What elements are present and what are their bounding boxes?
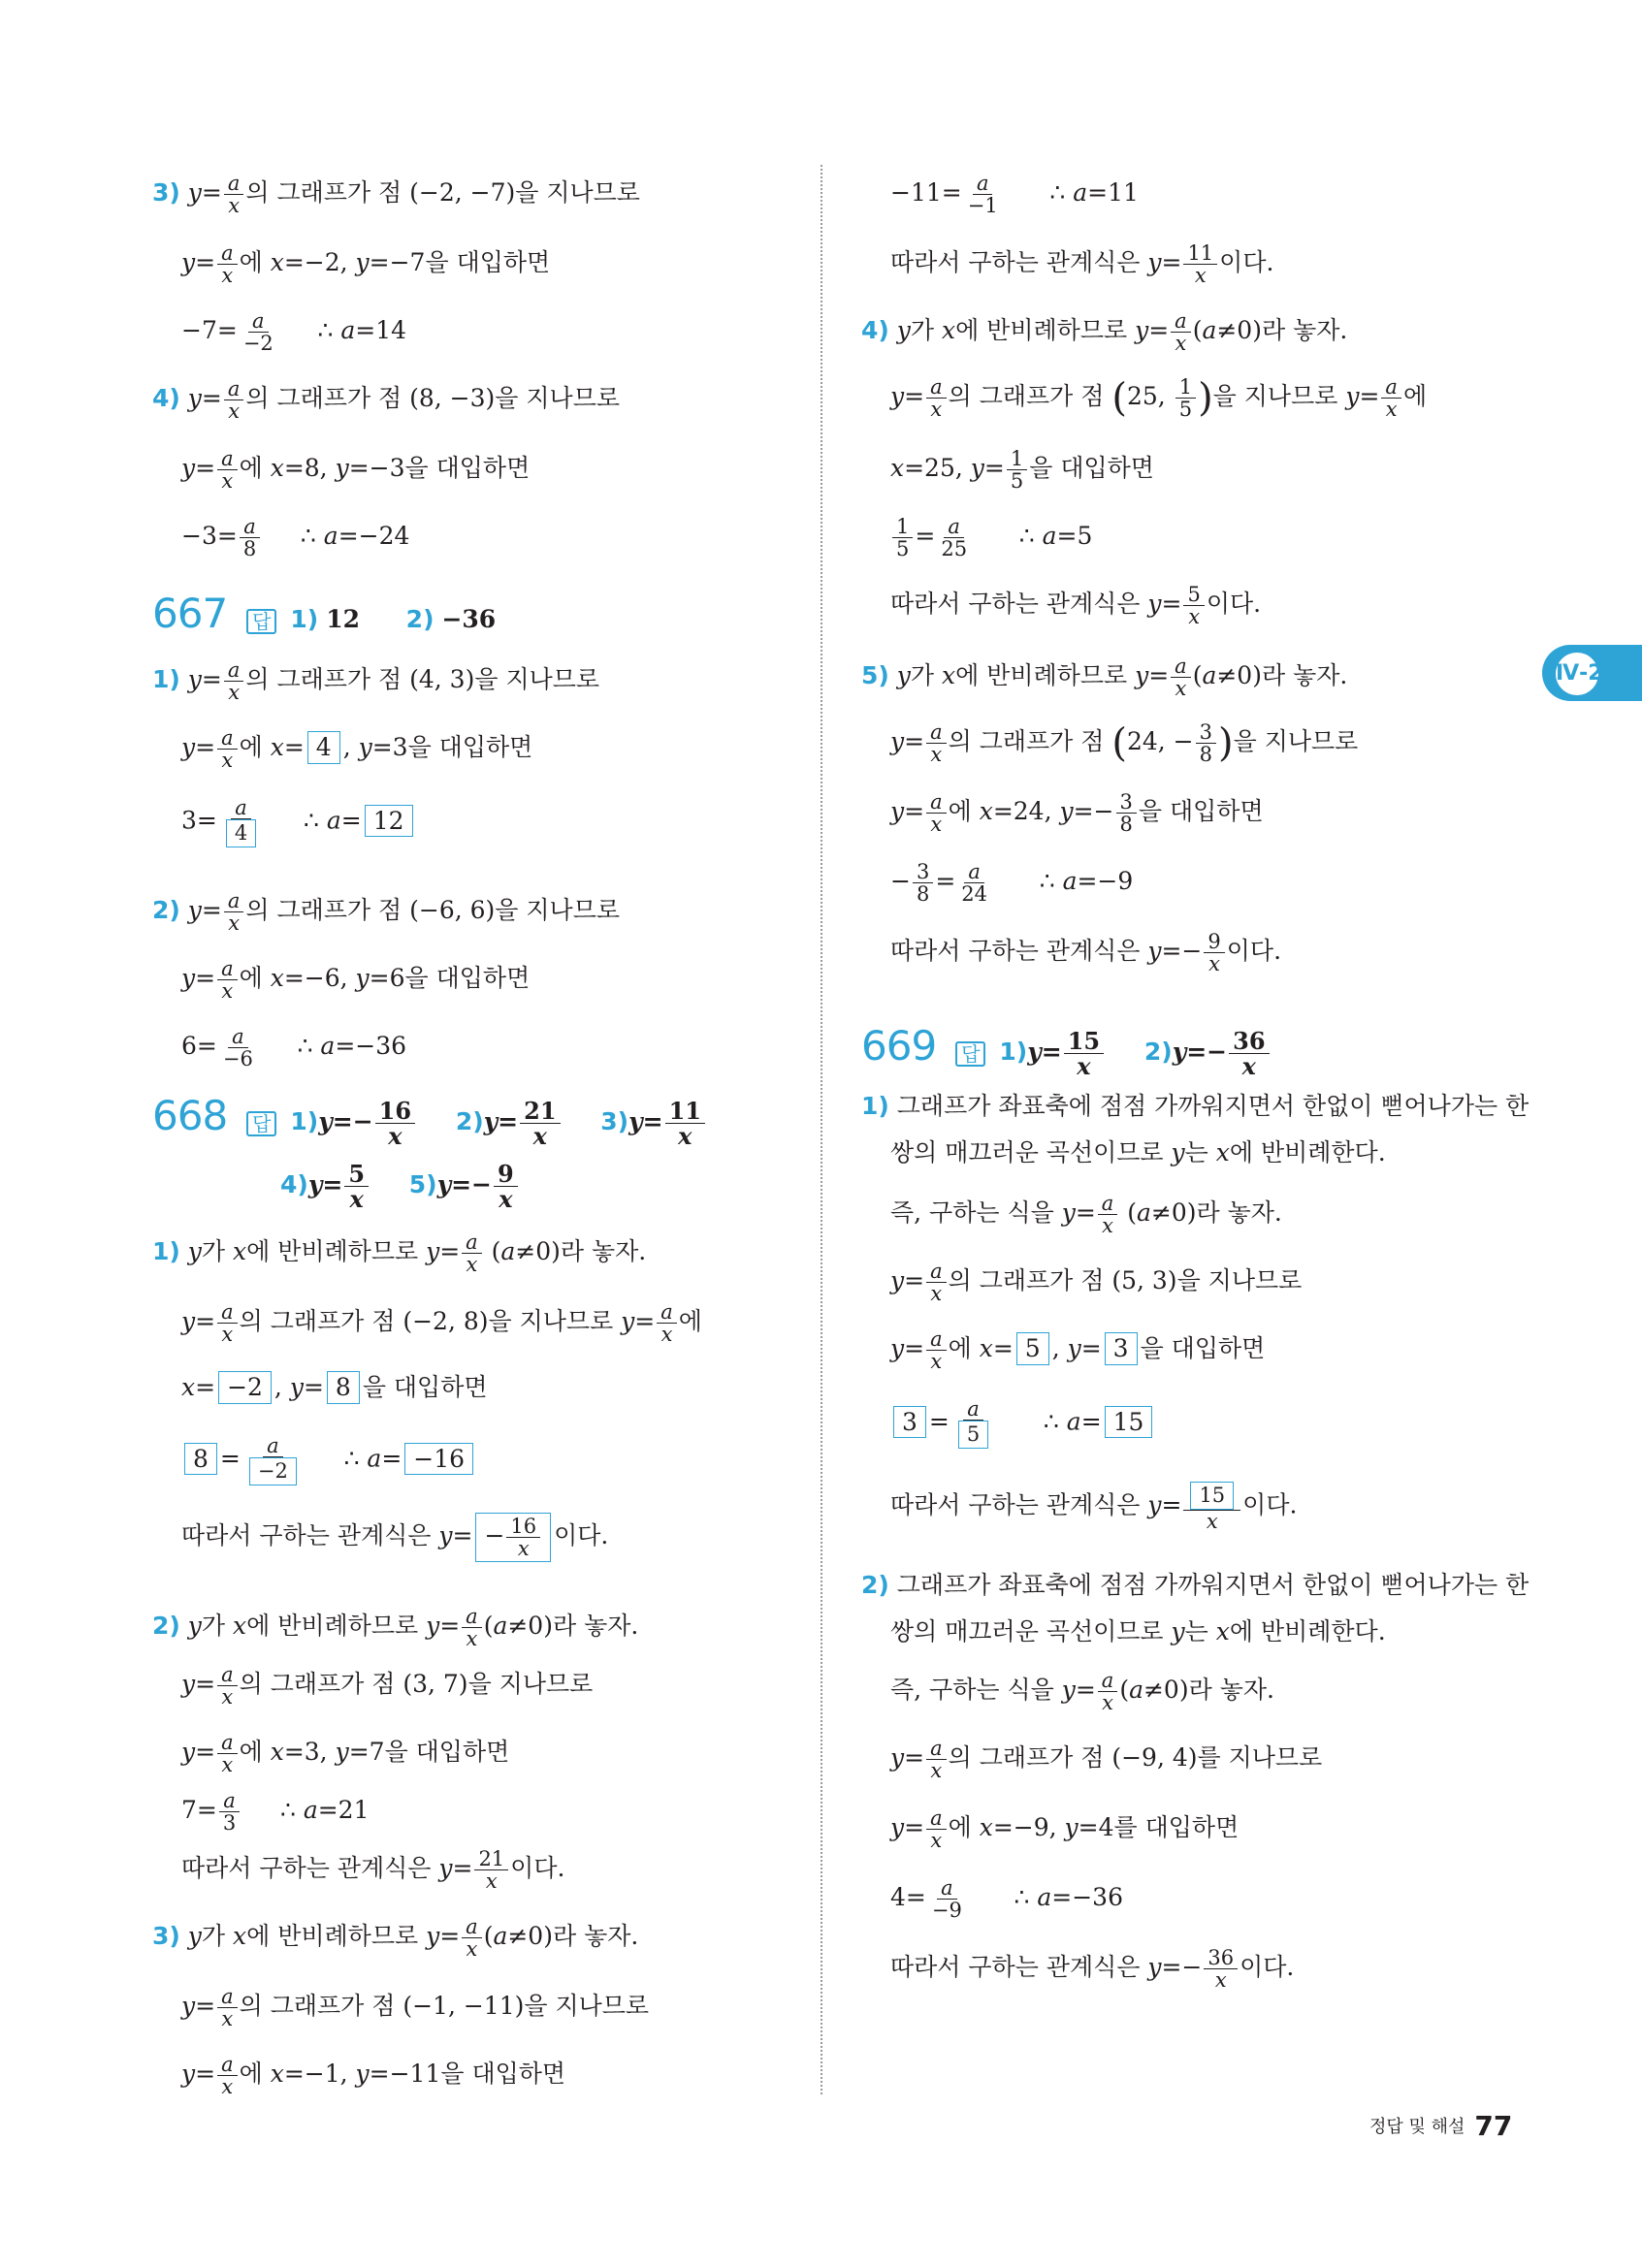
line: y= $\frac{a}{x}$ 에 x=−9, y=4를 대입하면 [890, 1806, 1240, 1853]
line: 1) y= $\frac{a}{x}$ 의 그래프가 점 (4, 3)을 지나므로 [152, 658, 600, 705]
answer-badge: 답 [246, 609, 276, 634]
text: 을 지나므로 [474, 665, 600, 694]
text: 을 대입하면 [1138, 797, 1264, 826]
text: 가 [910, 316, 935, 345]
line: y= $\frac{a}{x}$ 의 그래프가 점 (5, 3)을 지나므로 [890, 1260, 1303, 1306]
text: 라 놓자. [560, 1237, 647, 1266]
text: 을 대입하면 [362, 1373, 488, 1401]
text: 라 놓자. [1261, 661, 1348, 690]
line: x= −2 , y= 8 을 대입하면 [181, 1371, 488, 1404]
text: 라 놓자. [1188, 1676, 1274, 1705]
text: 이다. [1206, 590, 1262, 619]
chapter-tab-label: Ⅳ-2 [1556, 653, 1598, 695]
text: 에 [948, 1334, 972, 1363]
item-number: 2) [152, 896, 180, 925]
text: 따라서 구하는 관계식은 [181, 1521, 432, 1550]
text: 을 지나므로 [1212, 382, 1338, 411]
problem-header-668: 668 답 1)y=− $\frac{16}{x}$ 2)y= $\frac{21}{x}$ 3)y= $\frac{11}{x}$ [152, 1096, 707, 1148]
text: 에 [239, 733, 263, 762]
text: 이다. [510, 1854, 565, 1883]
line: y= $\frac{a}{x}$ 의 그래프가 점 (24, − $\frac{3}{8}$ )을 지나므로 [890, 720, 1359, 767]
text: 라 놓자. [1261, 316, 1348, 345]
answer-label: 2) [1143, 1038, 1173, 1066]
line: 즉, 구하는 식을 y= $\frac{a}{x}$ (a≠0)라 놓자. [890, 1669, 1274, 1715]
line: x=25, y= $\frac{1}{5}$ 을 대입하면 [890, 447, 1154, 494]
item-number: 3) [152, 1922, 180, 1951]
text: 을 지나므로 [488, 1307, 614, 1336]
page-footer [1369, 2110, 1512, 2142]
line: 4= $\frac{a}{-9}$ ∴ a=−36 [890, 1876, 1123, 1923]
line [861, 1573, 1529, 1597]
line: y= $\frac{a}{x}$ 의 그래프가 점 (25, $\frac{1}{5}$ )을 지나므로 y= $\frac{a}{x}$ 에 [890, 375, 1428, 422]
text: 이다. [1242, 1490, 1298, 1519]
item-number: 1) [152, 1237, 180, 1266]
item-number: 4) [152, 384, 180, 413]
line: y= $\frac{a}{x}$ 에 x=3, y=7을 대입하면 [181, 1731, 510, 1777]
line: y= $\frac{a}{x}$ 의 그래프가 점 (−1, −11)을 지나므로 [181, 1985, 650, 2031]
text: 을 지나므로 [1233, 727, 1359, 756]
text: 라 놓자. [552, 1922, 639, 1951]
answer-label: 2) [455, 1107, 484, 1135]
text: 쌍의 매끄러운 곡선이므로 [890, 1617, 1164, 1645]
text: 에 반비례한다. [1229, 1617, 1386, 1645]
line: y= $\frac{a}{x}$ 에 x=−1, y=−11을 대입하면 [181, 2053, 566, 2099]
line: −11= $\frac{a}{-1}$ ∴ a=11 [890, 172, 1139, 218]
line: 따라서 구하는 관계식은 y=− $\frac{9}{x}$ 이다. [890, 930, 1282, 976]
text: 을 지나므로 [495, 384, 620, 413]
line: 따라서 구하는 관계식은 y=− $\frac{36}{x}$ 이다. [890, 1946, 1295, 1993]
text: 가 [201, 1922, 226, 1951]
text: 즉, 구하는 식을 [890, 1198, 1054, 1228]
line: y= $\frac{a}{x}$ 에 x=−6, y=6을 대입하면 [181, 957, 531, 1004]
item-number: 1) [152, 665, 180, 694]
item-number: 4) [861, 316, 889, 345]
text: 의 그래프가 점 [948, 727, 1105, 756]
text: 가 [201, 1612, 226, 1641]
text: 에 [678, 1307, 702, 1336]
line: 즉, 구하는 식을 y= $\frac{a}{x}$ (a≠0)라 놓자. [890, 1192, 1282, 1238]
line: y= $\frac{a}{x}$ 의 그래프가 점 (−2, 8)을 지나므로 y= $\frac{a}{x}$ 에 [181, 1300, 702, 1347]
page-number: 77 [1474, 2110, 1513, 2142]
text: 의 그래프가 점 [245, 665, 402, 694]
problem-number: 669 [861, 1022, 937, 1070]
text: 따라서 구하는 관계식은 [890, 1953, 1141, 1982]
answer-label: 1) [290, 1107, 319, 1135]
text: 를 대입하면 [1113, 1813, 1240, 1842]
footer-label: 정답 및 해설 [1369, 2117, 1465, 2137]
text: 라 놓자. [1196, 1198, 1282, 1228]
text: 에 반비례하므로 [246, 1237, 419, 1266]
text: 따라서 구하는 관계식은 [181, 1854, 432, 1883]
answer-badge: 답 [246, 1111, 276, 1136]
line: 4) y= $\frac{a}{x}$ 의 그래프가 점 (8, −3)을 지나므로 [152, 377, 620, 424]
line: 3 = $\frac{a}{5}$ ∴ a= 15 [890, 1398, 1155, 1449]
line: 6= $\frac{a}{-6}$ ∴ a=−36 [181, 1025, 407, 1071]
text: 따라서 구하는 관계식은 [890, 590, 1141, 619]
text: 의 그래프가 점 [245, 384, 402, 413]
text: 에 반비례한다. [1229, 1138, 1386, 1166]
text: 에 반비례하므로 [955, 316, 1128, 345]
answer-badge: 답 [955, 1041, 985, 1067]
chapter-tab [1542, 645, 1642, 701]
text: 는 [1184, 1138, 1208, 1166]
text: 의 그래프가 점 [239, 1307, 396, 1336]
text: 따라서 구하는 관계식은 [890, 1490, 1141, 1519]
text: 의 그래프가 점 [239, 1992, 396, 2021]
line: 4)y= $\frac{5}{x}$ 5)y=− $\frac{9}{x}$ [280, 1162, 520, 1211]
text: 이다. [1226, 937, 1282, 966]
text: 쌍의 매끄러운 곡선이므로 [890, 1138, 1164, 1166]
answer-label: 4) [280, 1170, 308, 1199]
text: 가 [201, 1237, 226, 1266]
line: 3) y가 x에 반비례하므로 y= $\frac{a}{x}$ (a≠0)라 놓자. [152, 1915, 639, 1962]
text: 에 반비례하므로 [246, 1922, 419, 1951]
problem-header-669: 669 답 1)y= $\frac{15}{x}$ 2)y=− $\frac{36}{x}$ [861, 1026, 1272, 1078]
text: 의 그래프가 점 [245, 896, 402, 925]
text: 에 반비례하므로 [246, 1612, 419, 1641]
text: 에 [239, 454, 263, 483]
line: 따라서 구하는 관계식은 y= $\frac{15}{x}$ 이다. [890, 1484, 1298, 1534]
therefore-symbol: ∴ [1014, 1883, 1030, 1912]
text: 의 그래프가 점 [948, 382, 1105, 411]
problem-number: 667 [152, 590, 228, 637]
therefore-symbol: ∴ [317, 316, 334, 345]
answer-label: 5) [408, 1170, 437, 1199]
line: −7= $\frac{a}{-2}$ ∴ a=14 [181, 309, 407, 356]
line: y= $\frac{a}{x}$ 의 그래프가 점 (−9, 4)를 지나므로 [890, 1737, 1323, 1783]
therefore-symbol: ∴ [297, 1032, 313, 1061]
text: 는 [1184, 1617, 1208, 1645]
item-number: 5) [861, 661, 889, 690]
text: 을 대입하면 [440, 2060, 566, 2089]
text: 즉, 구하는 식을 [890, 1676, 1054, 1705]
therefore-symbol: ∴ [1039, 867, 1055, 896]
therefore-symbol: ∴ [300, 522, 316, 551]
text: 을 지나므로 [495, 896, 620, 925]
text: 에 반비례하므로 [955, 661, 1128, 690]
text: 을 대입하면 [384, 1738, 510, 1767]
line: y= $\frac{a}{x}$ 에 x=8, y=−3을 대입하면 [181, 447, 531, 494]
text: 의 그래프가 점 [239, 1670, 396, 1699]
line [861, 1094, 1529, 1118]
line: 3= $\frac{a}{4}$ ∴ a= 12 [181, 797, 416, 847]
text: 이다. [1219, 248, 1274, 277]
line: 1) y가 x에 반비례하므로 y= $\frac{a}{x}$ (a≠0)라 놓자. [152, 1230, 647, 1277]
text: 에 [948, 1813, 972, 1842]
text: 의 그래프가 점 [948, 1266, 1105, 1295]
answer-label: 2) [405, 605, 435, 633]
answer-value: −36 [441, 605, 497, 633]
text: 그래프가 좌표축에 점점 가까워지면서 한없이 뻗어나가는 한 [896, 1092, 1529, 1120]
text: 을 대입하면 [404, 964, 531, 993]
text: 에 [239, 1738, 263, 1767]
line: 따라서 구하는 관계식은 y= − $\frac{16}{x}$ 이다. [181, 1513, 608, 1562]
line: y= $\frac{a}{x}$ 의 그래프가 점 (3, 7)을 지나므로 [181, 1663, 594, 1709]
answer-label: 1) [999, 1038, 1028, 1066]
column-divider [821, 165, 822, 2094]
text: 을 지나므로 [1176, 1266, 1303, 1295]
text: 이다. [554, 1521, 609, 1550]
text: 가 [910, 661, 935, 690]
therefore-symbol: ∴ [1043, 1407, 1059, 1436]
text: 따라서 구하는 관계식은 [890, 937, 1141, 966]
answer-label: 1) [290, 605, 319, 633]
text: 의 그래프가 점 [948, 1743, 1105, 1773]
problem-header-667 [152, 590, 497, 637]
therefore-symbol: ∴ [279, 1796, 296, 1825]
item-number: 2) [861, 1571, 889, 1599]
text: 라 놓자. [552, 1612, 639, 1641]
therefore-symbol: ∴ [303, 806, 319, 835]
item-number: 3) [152, 178, 180, 208]
text: 을 대입하면 [425, 248, 551, 277]
line: 4) y가 x에 반비례하므로 y= $\frac{a}{x}$ (a≠0)라 놓자. [861, 309, 1348, 356]
line: $\frac{1}{5}$ = $\frac{a}{25}$ ∴ a=5 [890, 516, 1092, 559]
text: 의 그래프가 점 [245, 178, 402, 208]
text: 을 지나므로 [524, 1992, 650, 2021]
line: 7= $\frac{a}{3}$ ∴ a=21 [181, 1789, 370, 1836]
line: 쌍의 매끄러운 곡선이므로 y는 x에 반비례한다. [890, 1617, 1386, 1645]
item-number: 2) [152, 1612, 180, 1641]
line: y= $\frac{a}{x}$ 에 x= 4 , y=3을 대입하면 [181, 726, 533, 773]
text: 을 대입하면 [404, 454, 531, 483]
line: 쌍의 매끄러운 곡선이므로 y는 x에 반비례한다. [890, 1138, 1386, 1166]
text: 따라서 구하는 관계식은 [890, 248, 1141, 277]
text: 을 대입하면 [1029, 454, 1154, 483]
text: 를 지나므로 [1197, 1743, 1323, 1773]
text: 에 [239, 964, 263, 993]
item-number: 1) [861, 1092, 889, 1120]
text: 을 지나므로 [467, 1670, 594, 1699]
line: 따라서 구하는 관계식은 y= $\frac{5}{x}$ 이다. [890, 583, 1262, 629]
line: y= $\frac{a}{x}$ 에 x= 5 , y= 3 을 대입하면 [890, 1327, 1266, 1374]
text: 을 지나므로 [515, 178, 640, 208]
line: 2) y가 x에 반비례하므로 y= $\frac{a}{x}$ (a≠0)라 놓자. [152, 1605, 639, 1651]
answer-label: 3) [600, 1107, 629, 1135]
text: 에 [948, 797, 972, 826]
therefore-symbol: ∴ [1018, 522, 1035, 551]
text: 을 대입하면 [1140, 1334, 1266, 1363]
therefore-symbol: ∴ [1049, 178, 1066, 208]
line: − $\frac{3}{8}$ = $\frac{a}{24}$ ∴ a=−9 [890, 860, 1134, 907]
line: −3= $\frac{a}{8}$ ∴ a=−24 [181, 515, 410, 561]
line: 따라서 구하는 관계식은 y= $\frac{11}{x}$ 이다. [890, 241, 1274, 288]
line: 5) y가 x에 반비례하므로 y= $\frac{a}{x}$ (a≠0)라 놓자. [861, 655, 1348, 701]
line: y= $\frac{a}{x}$ 에 x=−2, y=−7을 대입하면 [181, 241, 551, 288]
text: 을 대입하면 [407, 733, 533, 762]
line: 3) y= $\frac{a}{x}$ 의 그래프가 점 (−2, −7)을 지나므로 [152, 172, 640, 218]
answer-value: 12 [326, 605, 360, 633]
line: 따라서 구하는 관계식은 y= $\frac{21}{x}$ 이다. [181, 1847, 565, 1894]
line: 2) y= $\frac{a}{x}$ 의 그래프가 점 (−6, 6)을 지나므로 [152, 889, 620, 936]
text: 그래프가 좌표축에 점점 가까워지면서 한없이 뻗어나가는 한 [896, 1571, 1529, 1599]
text: 에 [239, 2060, 263, 2089]
text: 에 [239, 248, 263, 277]
line: 8 = $\frac{a}{-2}$ ∴ a= −16 [181, 1435, 476, 1485]
line: y= $\frac{a}{x}$ 에 x=24, y=− $\frac{3}{8}$ 을 대입하면 [890, 790, 1264, 837]
therefore-symbol: ∴ [343, 1444, 360, 1473]
text: 에 [1402, 382, 1428, 411]
problem-number: 668 [152, 1092, 228, 1139]
text: 이다. [1240, 1953, 1295, 1982]
